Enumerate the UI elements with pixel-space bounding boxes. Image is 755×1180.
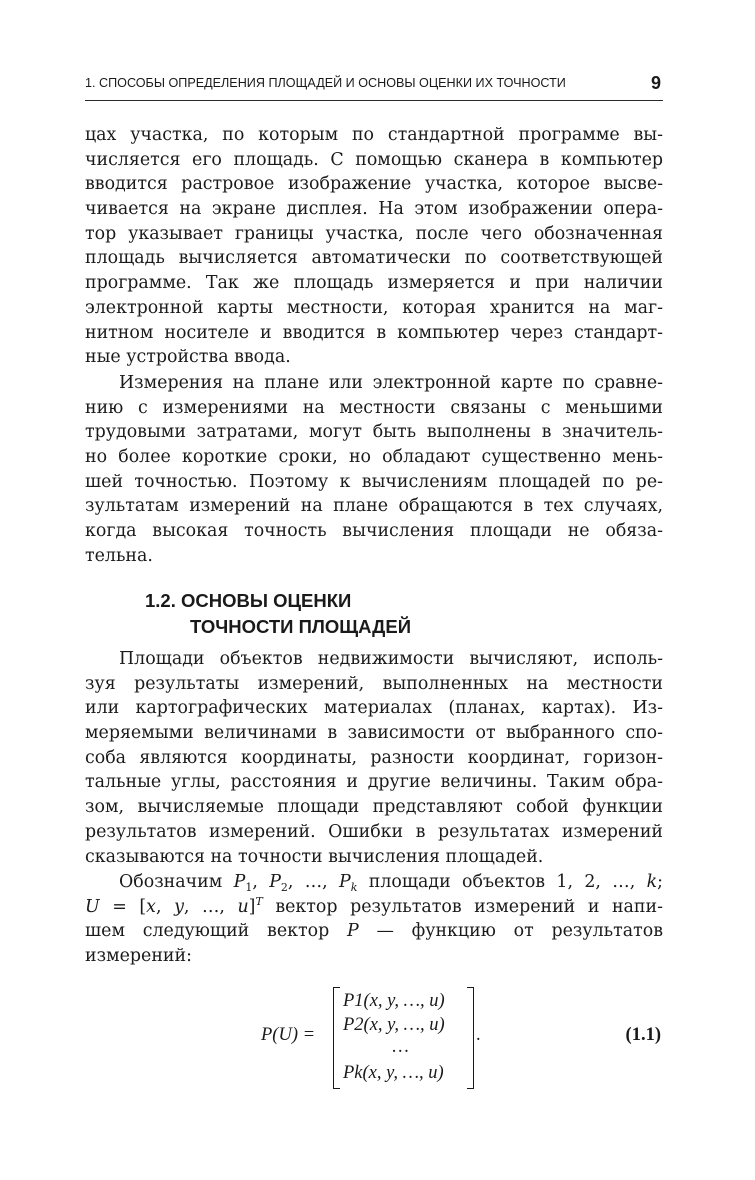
text-line: вводится растровое изображение участка, которое высве- [85, 174, 663, 195]
text-line: цах участка, по которым по стандартной программе вы- [85, 125, 663, 145]
section-heading [145, 588, 411, 640]
math-var: y [174, 896, 184, 917]
text-line: нию с измерениями на местности связаны с меньшими [85, 397, 663, 418]
running-head [85, 74, 663, 94]
text-run: , [155, 896, 175, 917]
math-sup: T [255, 894, 263, 908]
right-bracket [467, 987, 474, 1089]
text-run: ; [657, 872, 663, 892]
text-run: , …, [183, 896, 238, 917]
math-sub: 1 [245, 881, 253, 894]
text-line: электронной карты местности, которая хранится на маг- [85, 297, 663, 318]
text-run: = [ [99, 896, 147, 917]
text-line: ные устройства ввода. [85, 347, 291, 368]
paragraph-1 [85, 123, 663, 370]
formula-row: P1(x, y, …, u) [343, 991, 445, 1011]
math-var: P [233, 872, 246, 892]
text-line: нитном носителе и вводится в компьютер через стандарт- [85, 322, 663, 343]
text-run: , …, [287, 872, 340, 892]
text-line: соба являются координаты, разности координат, горизон- [85, 747, 663, 768]
text-line: сказываются на точности вычисления площадей. [85, 846, 544, 867]
formula-1-1 [261, 985, 663, 1089]
math-sub: k [350, 881, 358, 894]
text-line: зультатам измерений на плане обращаются в тех случаях, [85, 496, 663, 517]
math-var: P [339, 872, 351, 892]
text-run: ] [248, 896, 256, 917]
math-sub: 2 [280, 881, 288, 894]
formula-period: . [476, 1025, 481, 1045]
text-run: площади объектов 1, 2, …, [357, 872, 647, 892]
equation-number: (1.1) [625, 1025, 661, 1045]
text-line: программе. Так же площадь измеряется и при наличии [85, 273, 663, 294]
text-line: тор указывает границы участка, после чего обозначенная [85, 223, 663, 244]
text-line: Измерения на плане или электронной карте по сравне- [119, 373, 663, 393]
formula-row: Pk(x, y, …, u) [343, 1063, 444, 1083]
math-var: x [146, 896, 156, 917]
text-line: тальные углы, расстояния и другие величины. Таким обра- [85, 772, 663, 793]
paragraph-3 [85, 647, 663, 869]
text-line: тельна. [85, 545, 153, 566]
paragraph-4 [85, 870, 663, 969]
text-line: результатов измерений. Ошибки в результатах измерений [85, 821, 663, 842]
math-var: k [646, 872, 658, 892]
text-line: зом, вычисляемые площади представляют собой функции [85, 797, 663, 818]
text-line: когда высокая точность вычисления площади не обяза- [85, 521, 663, 542]
section-heading-line-2: ТОЧНОСТИ ПЛОЩАДЕЙ [190, 616, 411, 637]
text-line: зуя результаты измерений, выполненных на местности [85, 673, 663, 694]
left-bracket [333, 987, 340, 1089]
running-head-title: 1. СПОСОБЫ ОПРЕДЕЛЕНИЯ ПЛОЩАДЕЙ И ОСНОВЫ ОЦЕНКИ ИХ ТОЧНОСТИ [85, 76, 566, 90]
paragraph-2 [85, 371, 663, 569]
text-run: , [252, 872, 270, 892]
text-line: измерений: [85, 946, 192, 967]
text-line: или картографических материалах (планах, картах). Из- [85, 698, 663, 719]
text-line: трудовыми затратами, могут быть выполнены в значитель- [85, 422, 663, 443]
section-heading-line-1: 1.2. ОСНОВЫ ОЦЕНКИ [145, 590, 352, 611]
formula-ellipsis: … [391, 1037, 410, 1057]
text-line: числяется его площадь. С помощью сканера в компьютер [85, 149, 663, 170]
text-line: меряемыми величинами в зависимости от выбранного спо- [85, 723, 663, 744]
math-var: P [346, 921, 359, 942]
text-line: шей точностью. Поэтому к вычислениям площадей по ре- [85, 471, 663, 492]
math-var: u [237, 896, 249, 917]
text-line: но более короткие сроки, но обладают существенно мень- [85, 447, 663, 468]
text-line: Площади объектов недвижимости вычисляют, исполь- [119, 649, 663, 669]
formula-lhs: P(U) = [261, 1025, 316, 1045]
math-var: P [269, 872, 281, 892]
text-run: — функцию от результатов [358, 921, 663, 942]
text-line [85, 919, 663, 944]
book-page [85, 0, 663, 1180]
page-number: 9 [650, 73, 661, 93]
math-var: U [85, 896, 100, 917]
text-run: вектор результатов измерений и напи- [262, 896, 663, 917]
text-line: площадь вычисляется автоматически по соответствующей [85, 248, 663, 269]
formula-row: P2(x, y, …, u) [343, 1015, 445, 1035]
text-line [85, 895, 663, 920]
text-line: чивается на экране дисплея. На этом изображении опера- [85, 199, 663, 220]
text-run: шем следующий вектор [85, 921, 347, 942]
header-rule [85, 100, 663, 101]
text-run: Обозначим [119, 872, 234, 892]
text-line [85, 870, 663, 895]
